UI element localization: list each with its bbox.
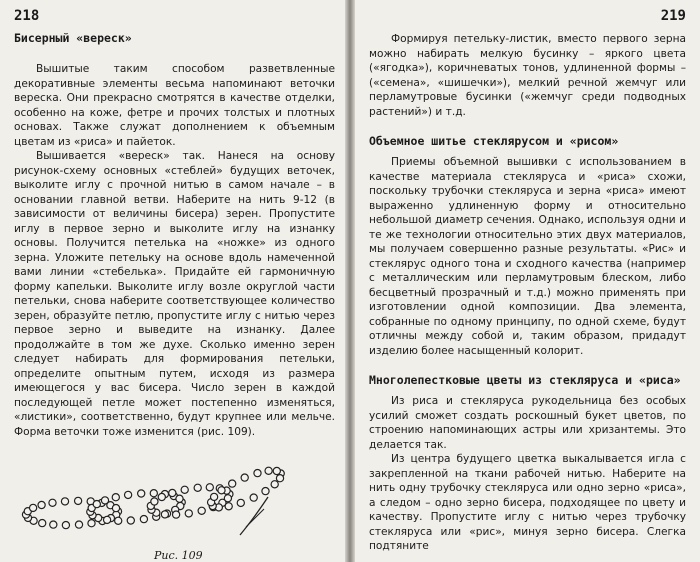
bead bbox=[206, 484, 213, 491]
paragraph: Из риса и стекляруса рукодельница без особых усилий сможет создать роскошный букет цветов, по строению напоминающих астры или хризантемы. Это делается так. bbox=[369, 395, 686, 451]
bead bbox=[104, 516, 111, 523]
bead bbox=[112, 505, 119, 512]
figure-109 bbox=[14, 443, 335, 562]
book-gutter bbox=[345, 0, 355, 562]
bead bbox=[62, 522, 69, 529]
bead bbox=[49, 499, 56, 506]
figure-caption: Рис. 109 bbox=[154, 549, 203, 562]
bead bbox=[185, 510, 192, 517]
bead bbox=[112, 494, 119, 501]
bead bbox=[158, 493, 165, 500]
bead bbox=[211, 493, 218, 500]
bead bbox=[75, 497, 82, 504]
bead bbox=[93, 501, 100, 508]
bead bbox=[254, 470, 261, 477]
bead bbox=[176, 495, 183, 502]
bead bbox=[229, 480, 236, 487]
bead bbox=[169, 489, 176, 496]
bead bbox=[150, 490, 157, 497]
bead bbox=[271, 481, 278, 488]
bead bbox=[39, 520, 46, 527]
bead bbox=[181, 486, 188, 493]
page-number: 218 bbox=[14, 8, 40, 24]
beaded-branch-illustration bbox=[14, 443, 335, 562]
section-title: Бисерный «вереск» bbox=[14, 31, 132, 45]
page-number: 219 bbox=[660, 8, 686, 24]
paragraph: Формируя петельку-листик, вместо первого зерна можно набирать мелкую бусинку – яркого цвета («ягодка»), коричневатых тонов, удлиненной формы – («семена», «шишечки»), мелкий речной жемчуг или перламутровые бусинки («жемчуг среди подводных растений») и т.д. bbox=[369, 33, 686, 118]
section-title: Объемное шитье стеклярусом и «рисом» bbox=[369, 134, 619, 148]
bead bbox=[241, 474, 248, 481]
bead bbox=[61, 498, 68, 505]
right-page bbox=[355, 0, 700, 562]
bead bbox=[237, 499, 244, 506]
bead bbox=[273, 467, 280, 474]
bead bbox=[50, 521, 57, 528]
bead bbox=[151, 498, 158, 505]
bead bbox=[115, 517, 122, 524]
bead bbox=[125, 491, 132, 498]
left-page bbox=[0, 0, 345, 562]
section-title: Многолепестковые цветы из стекляруса и «риса» bbox=[369, 373, 681, 387]
bead bbox=[138, 490, 145, 497]
bead bbox=[38, 501, 45, 508]
bead bbox=[101, 497, 108, 504]
bead bbox=[75, 521, 82, 528]
bead bbox=[198, 507, 205, 514]
paragraph: Приемы объемной вышивки с использованием в качестве материала стекляруса и «риса» схожи, поскольку трубочки стекляруса и зерна «риса» имеют выраженно удлиненную форму и относительно небольшой диаметр сечения. Однако, используя одни и те же технологии относительно этих двух материалов, мы получаем совершенно разные результаты. «Рис» и стеклярус одного тона и сходного качества (например с металлическим или перламутровым блеском, либо бесцветный прозрачный и т.д.) можно применять при изготовлении одной композиции. Два элемента, собранные по одному принципу, по одной схеме, будут отличны между собой и, таким образом, придадут изделию более насыщенный колорит. bbox=[369, 156, 686, 357]
paragraph: Вышивается «вереск» так. Нанеся на основу рисунок-схему основных «стеблей» будущих веточек, выколите иглу с прочной нитью в самом начале – в основании главной ветви. Наберите на нить 9-12 (в зависимости от величины бисера) зерен. Пропустите иглу в первое зерно и выколите иглу на изнанку основы. Получится петелька на «ножке» из одного зерна. Уложите петельку на основе вдоль намеченной вами линии «стебелька». Придайте ей гармоничную форму капельки. Выколите иглу возле округлой части петельки, снова наберите соответствующее количество зерен, образуйте петлю, пропустите иглу с нитью через первое зерно и выведите на изнанку. Далее продолжайте в том же духе. Сколько именно зерен следует набирать для формирования петельки, определите опытным путем, исходя из размера имеющегося у вас бисера. Число зерен в каждой последующей петле может постепенно изменяться, «листики», соответственно, будут крупнее или мельче. Форма веточки тоже изменится (рис. 109). bbox=[14, 150, 335, 438]
paragraph: Вышитые таким способом разветвленные декоративные элементы весьма напоминают веточки вереска. Они прекрасно смотрятся в качестве отделки, особенно на коже, фетре и прочих толстых и плотных основах. Также служат дополнением к объемным цветам из «риса» и пайеток. bbox=[14, 63, 335, 148]
bead bbox=[194, 484, 201, 491]
bead bbox=[88, 520, 95, 527]
bead bbox=[218, 487, 225, 494]
bead bbox=[173, 511, 180, 518]
bead bbox=[30, 504, 37, 511]
bead bbox=[262, 488, 269, 495]
bead bbox=[225, 503, 232, 510]
bead bbox=[140, 516, 147, 523]
bead bbox=[276, 475, 283, 482]
bead bbox=[127, 517, 134, 524]
bead bbox=[265, 467, 272, 474]
paragraph: Из центра будущего цветка выкалывается игла с закрепленной на ткани рабочей нитью. Наберите на нить одну трубочку стекляруса или одно зерно «риса», а следом – одно зерно бисера, подходящее по цвету и качеству. Пропустите иглу с нитью через трубочку стекляруса или «рис», минуя зерно бисера. Слегка подтяните bbox=[369, 453, 686, 552]
bead bbox=[161, 511, 168, 518]
bead bbox=[250, 494, 257, 501]
